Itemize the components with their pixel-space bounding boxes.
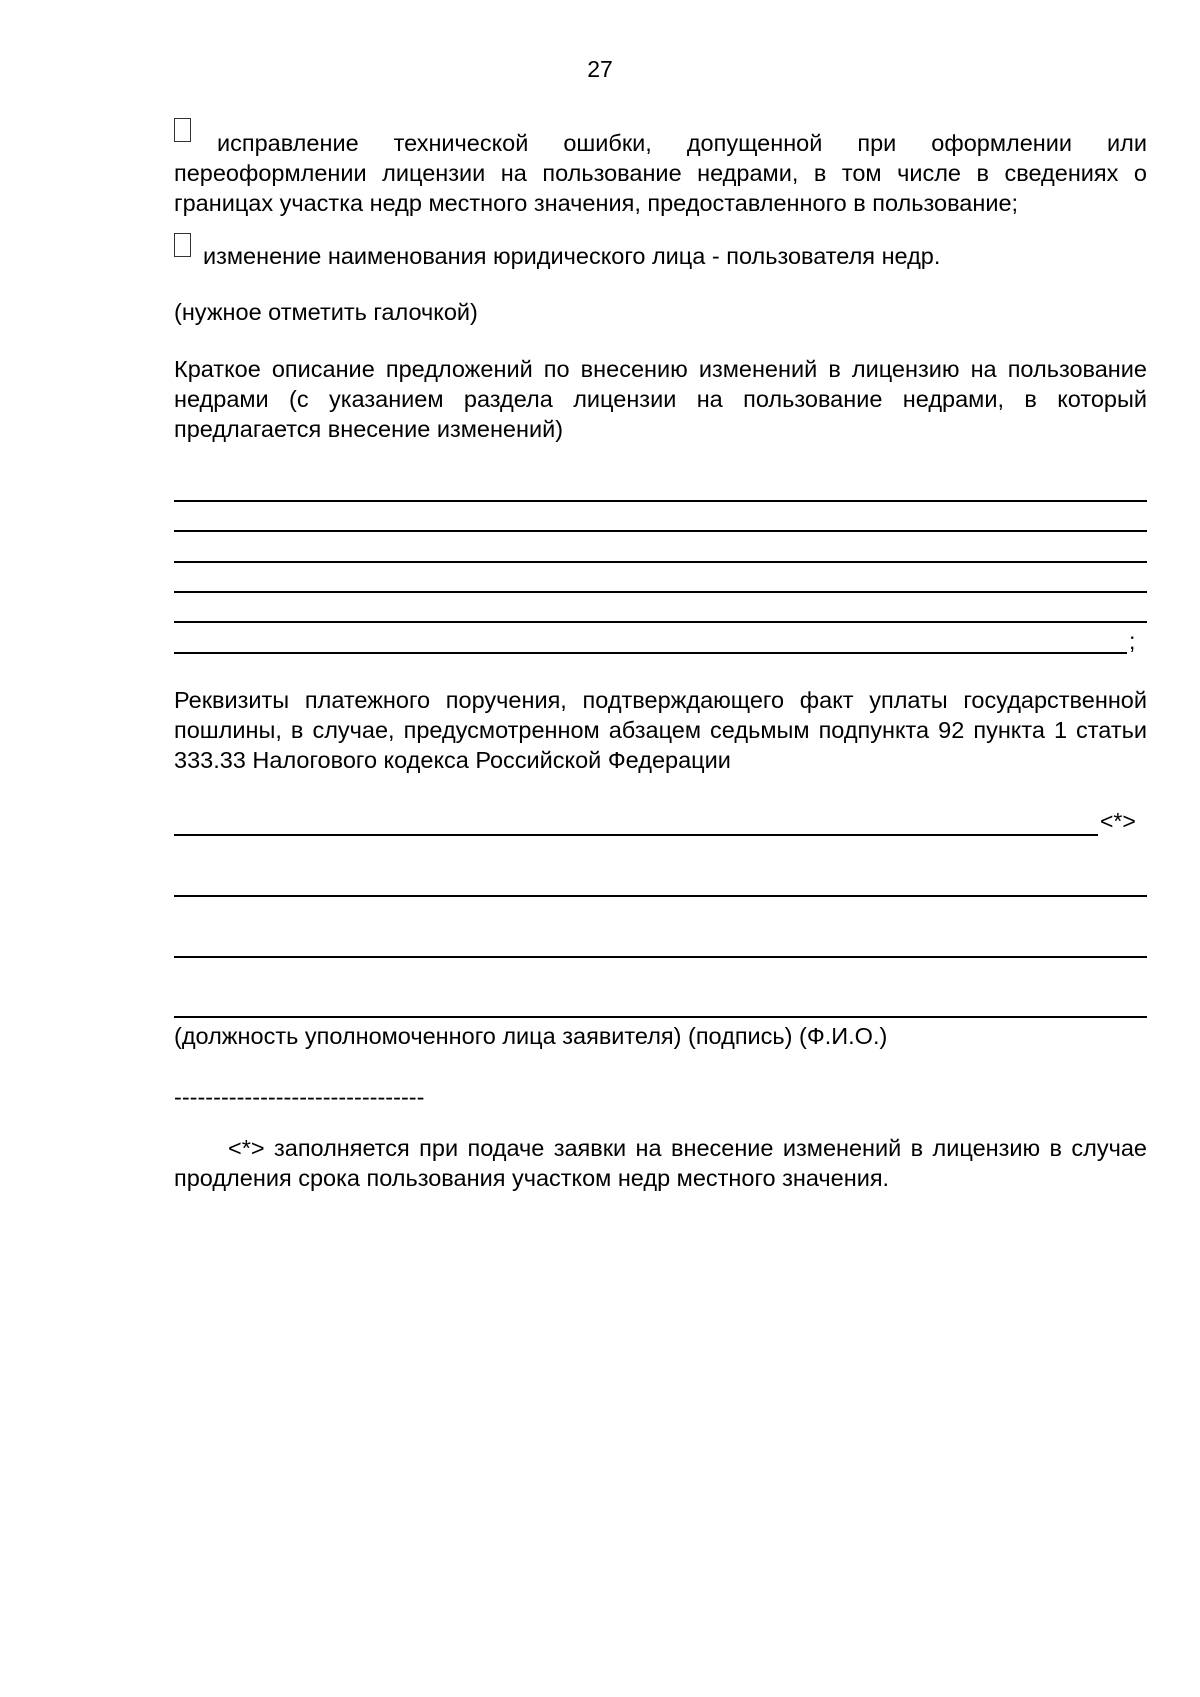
signature-caption: (должность уполномоченного лица заявителя) (подпись) (Ф.И.О.): [174, 1023, 888, 1049]
description-line-5[interactable]: [174, 621, 1147, 623]
checkbox-technical-error[interactable]: [174, 118, 191, 142]
description-line-1[interactable]: [174, 500, 1147, 502]
signature-line-1[interactable]: [174, 895, 1147, 897]
footnote-separator: --------------------------------: [174, 1084, 425, 1110]
description-line-2[interactable]: [174, 530, 1147, 532]
description-end-mark: ;: [1129, 628, 1136, 654]
description-line-6[interactable]: [174, 652, 1127, 654]
description-line-3[interactable]: [174, 561, 1147, 563]
option-technical-error: [174, 128, 1147, 218]
signature-line-3[interactable]: [174, 1016, 1147, 1018]
option-technical-error-text: исправление технической ошибки, допущенной при оформлении или переоформлении лицензии на пользование недрами, в том числе в сведениях о границах участка недр местного значения, предоставленного в пользование;: [174, 130, 1147, 216]
option-name-change: [174, 241, 1147, 271]
description-line-4[interactable]: [174, 591, 1147, 593]
checkbox-name-change[interactable]: [174, 233, 191, 257]
payment-footnote-marker: <*>: [1100, 808, 1136, 834]
description-label: Краткое описание предложений по внесению изменений в лицензию на пользование недрами (с указанием раздела лицензии на пользование недрами, в который предлагается внесение изменений): [174, 356, 1147, 442]
signature-line-2[interactable]: [174, 956, 1147, 958]
payment-label: Реквизиты платежного поручения, подтверждающего факт уплаты государственной пошлины, в случае, предусмотренном абзацем седьмым подпункта 92 пункта 1 статьи 333.33 Налогового кодекса Российской Федерации: [174, 687, 1147, 773]
hint-text: (нужное отметить галочкой): [174, 299, 478, 325]
page-number: 27: [587, 56, 613, 82]
payment-line[interactable]: [174, 834, 1098, 836]
footnote-text: <*> заполняется при подаче заявки на внесение изменений в лицензию в случае продления срока пользования участком недр местного значения.: [174, 1135, 1147, 1191]
option-name-change-text: изменение наименования юридического лица - пользователя недр.: [203, 243, 941, 269]
